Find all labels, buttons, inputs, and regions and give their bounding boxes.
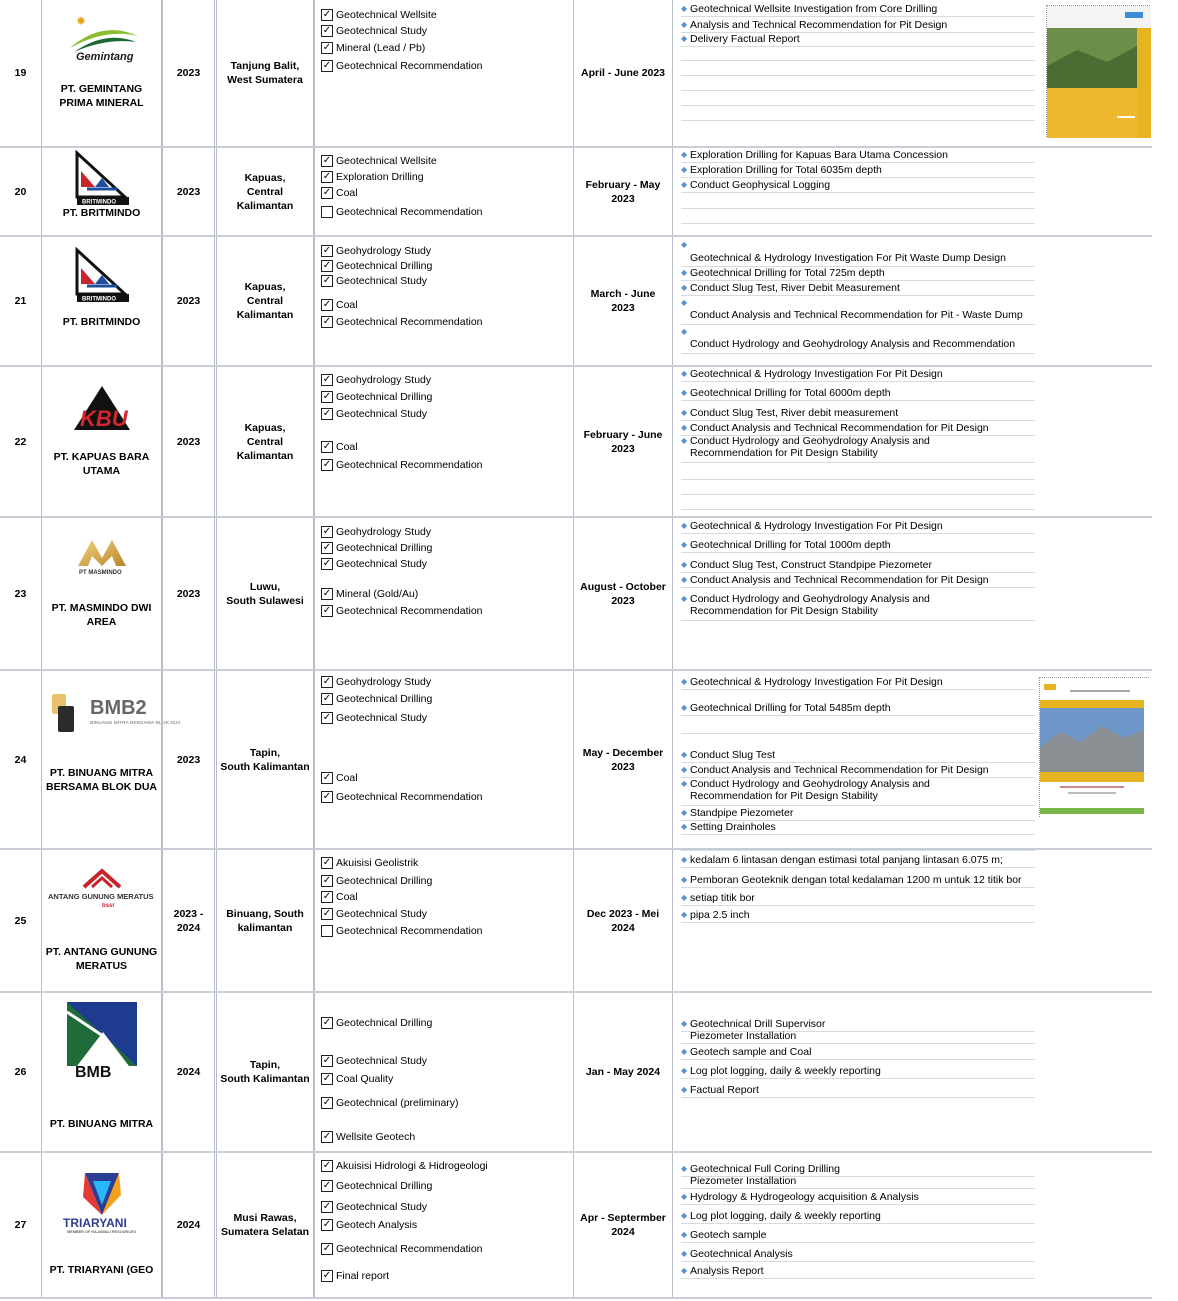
bullet-icon: ◆: [681, 34, 688, 43]
description-cell: [673, 367, 1152, 516]
location-cell: Kapuas, Central Kalimantan: [216, 148, 314, 235]
scope-item: ✓ Geotechnical Drilling: [322, 1016, 433, 1029]
company-logo: [42, 536, 161, 580]
year-cell: 2023: [162, 237, 215, 365]
description-line: ◆ Geotechnical Drilling for Total 6000m depth: [681, 387, 1035, 401]
description-line: ◆ Geotechnical & Hydrology Investigation For Pit Waste Dump Design: [681, 239, 1035, 267]
checkbox-checked-icon: ✓: [322, 154, 332, 166]
bullet-icon: ◆: [681, 423, 688, 432]
scope-cell: [314, 148, 574, 235]
scope-item: ✓ Geotechnical Study: [322, 711, 428, 724]
row-number: 24: [0, 671, 42, 848]
description-line: ◆ Conduct Analysis and Technical Recommendation for Pit Design: [681, 574, 1035, 588]
scope-item: ✓ Geotechnical Study: [322, 557, 428, 570]
scope-item: ✓ Geotechnical Drilling: [322, 1179, 433, 1192]
scope-item: ✓ Geotechnical Recommendation: [322, 458, 483, 471]
location-cell: Tapin, South Kalimantan: [216, 671, 314, 848]
scope-item: Geotechnical Recommendation: [321, 924, 483, 937]
checkbox-checked-icon: ✓: [322, 890, 332, 902]
bullet-icon: ◆: [681, 20, 688, 29]
scope-cell: [314, 367, 574, 516]
svg-text:ANTANG GUNUNG MERATUS: ANTANG GUNUNG MERATUS: [47, 892, 154, 901]
scope-item: ✓ Geotechnical Wellsite: [322, 154, 437, 167]
bullet-icon: ◆: [681, 388, 688, 397]
bullet-icon: ◆: [681, 750, 688, 759]
bullet-icon: ◆: [681, 150, 688, 159]
checkbox-unchecked-icon: [321, 925, 333, 937]
scope-item: ✓ Coal Quality: [322, 1072, 394, 1085]
company-cell: [42, 850, 162, 991]
description-cell: [673, 850, 1152, 991]
bullet-icon: ◆: [681, 521, 688, 530]
description-cell: [673, 148, 1152, 235]
company-logo: [42, 865, 161, 911]
checkbox-checked-icon: ✓: [322, 557, 332, 569]
scope-cell: [314, 850, 574, 991]
scope-item: ✓ Geotechnical Study: [322, 24, 428, 37]
location-cell: Tapin, South Kalimantan: [216, 993, 314, 1151]
bullet-icon: ◆: [681, 180, 688, 189]
year-cell: 2023 - 2024: [162, 850, 215, 991]
description-line: ◆ Log plot logging, daily & weekly reporting: [681, 1210, 1035, 1224]
scope-item: ✓ Geohydrology Study: [322, 675, 432, 688]
checkbox-checked-icon: ✓: [322, 790, 332, 802]
svg-text:MEMBER OF RAJAWALI RESOURCES: MEMBER OF RAJAWALI RESOURCES: [66, 1230, 136, 1234]
svg-text:PT MASMINDO: PT MASMINDO: [78, 570, 122, 576]
bullet-icon: ◆: [681, 808, 688, 817]
bullet-icon: ◆: [681, 779, 688, 788]
description-line: ◆ Conduct Slug Test, Construct Standpipe Piezometer: [681, 559, 1035, 573]
company-cell: [42, 367, 162, 516]
checkbox-checked-icon: ✓: [322, 298, 332, 310]
company-logo: [42, 384, 161, 432]
checkbox-checked-icon: ✓: [322, 170, 332, 182]
company-logo: [42, 688, 181, 738]
scope-item: ✓ Geotechnical Study: [322, 1200, 428, 1213]
company-cell: [42, 1153, 162, 1297]
description-line: ◆ Geotechnical Drilling for Total 725m depth: [681, 267, 1035, 281]
description-line: ◆ Conduct Analysis and Technical Recommendation for Pit - Waste Dump: [681, 297, 1035, 325]
bullet-icon: ◆: [681, 540, 688, 549]
scope-item: ✓ Geotechnical Recommendation: [322, 604, 483, 617]
scope-item: Geotechnical Recommendation: [321, 205, 483, 218]
checkbox-checked-icon: ✓: [322, 711, 332, 723]
bullet-icon: ◆: [681, 408, 688, 417]
scope-item: ✓ Mineral (Gold/Au): [322, 587, 419, 600]
row-number: 27: [0, 1153, 42, 1297]
description-cell: [673, 518, 1152, 669]
scope-item: ✓ Coal: [322, 890, 358, 903]
svg-text:BMB2: BMB2: [89, 697, 147, 719]
company-name: PT. BRITMINDO: [62, 207, 141, 219]
checkbox-checked-icon: ✓: [322, 315, 332, 327]
scope-item: ✓ Geotechnical (preliminary): [322, 1096, 459, 1109]
scope-item: ✓ Geotechnical Recommendation: [322, 59, 483, 72]
description-line: ◆ setiap titik bor: [681, 892, 1035, 906]
year-cell: 2023: [162, 518, 215, 669]
description-line: ◆ Analysis Report: [681, 1265, 1035, 1279]
year-cell: 2023: [162, 671, 215, 848]
bullet-icon: ◆: [681, 560, 688, 569]
description-line: ◆ Hydrology & Hydrogeology acquisition & Analysis: [681, 1191, 1035, 1205]
svg-text:Gemintang: Gemintang: [75, 51, 133, 63]
description-line: ◆ Pemboran Geoteknik dengan total kedalaman 1200 m untuk 12 titik bor: [681, 874, 1035, 888]
bullet-icon: ◆: [681, 369, 688, 378]
table-row: [0, 367, 1152, 518]
description-line: ◆ Analysis and Technical Recommendation for Pit Design: [681, 19, 1035, 33]
scope-item: ✓ Geotechnical Study: [322, 907, 428, 920]
year-cell: 2024: [162, 1153, 215, 1297]
company-name: PT. TRIARYANI (GEO: [49, 1264, 154, 1276]
scope-cell: [314, 671, 574, 848]
period-cell: May - December 2023: [574, 671, 673, 848]
scope-item: ✓ Coal: [322, 771, 358, 784]
scope-item: ✓ Geohydrology Study: [322, 373, 432, 386]
bullet-icon: ◆: [681, 327, 688, 336]
description-line: ◆ Standpipe Piezometer: [681, 807, 1035, 821]
checkbox-checked-icon: ✓: [322, 856, 332, 868]
company-name: PT. BINUANG MITRA BERSAMA BLOK DUA: [45, 767, 158, 793]
description-line: ◆ Conduct Slug Test: [681, 749, 1035, 763]
scope-item: ✓ Geotech Analysis: [322, 1218, 418, 1231]
table-row: [0, 0, 1152, 148]
svg-text:BRITMINDO: BRITMINDO: [81, 199, 116, 206]
company-cell: [42, 237, 162, 365]
description-line: ◆ Geotechnical & Hydrology Investigation For Pit Design: [681, 676, 1035, 690]
description-line: ◆ Conduct Analysis and Technical Recommendation for Pit Design: [681, 764, 1035, 778]
scope-item: ✓ Geohydrology Study: [322, 244, 432, 257]
bullet-icon: ◆: [681, 765, 688, 774]
row-number: 23: [0, 518, 42, 669]
period-cell: Jan - May 2024: [574, 993, 673, 1151]
scope-item: ✓ Wellsite Geotech: [322, 1130, 416, 1143]
description-line: ◆ Conduct Slug Test, River debit measurement: [681, 407, 1035, 421]
table-row: [0, 518, 1152, 671]
scope-item: ✓ Final report: [322, 1269, 390, 1282]
company-logo: [42, 14, 161, 63]
company-cell: [42, 148, 162, 235]
checkbox-checked-icon: ✓: [322, 874, 332, 886]
bullet-icon: ◆: [681, 240, 688, 249]
description-line: ◆ Geotech sample: [681, 1229, 1035, 1243]
year-cell: 2023: [162, 367, 215, 516]
checkbox-checked-icon: ✓: [322, 373, 332, 385]
scope-item: ✓ Geotechnical Wellsite: [322, 8, 437, 21]
description-line: Piezometer Installation: [681, 1030, 1035, 1044]
scope-item: ✓ Coal: [322, 440, 358, 453]
checkbox-checked-icon: ✓: [322, 1054, 332, 1066]
scope-cell: [314, 237, 574, 365]
description-line: ◆ Factual Report: [681, 1084, 1035, 1098]
description-line: ◆ Geotech sample and Coal: [681, 1046, 1035, 1060]
description-line: ◆ Geotechnical & Hydrology Investigation For Pit Design: [681, 368, 1035, 382]
description-line: ◆ Delivery Factual Report: [681, 33, 1035, 47]
description-line: ◆ Geotechnical Drilling for Total 1000m depth: [681, 539, 1035, 553]
checkbox-checked-icon: ✓: [322, 458, 332, 470]
row-number: 19: [0, 0, 42, 146]
checkbox-checked-icon: ✓: [322, 525, 332, 537]
bullet-icon: ◆: [681, 1230, 688, 1239]
company-cell: [42, 671, 181, 848]
table-row: [0, 1153, 1152, 1299]
company-name: PT. BINUANG MITRA: [49, 1118, 154, 1130]
year-cell: 2023: [162, 148, 215, 235]
checkbox-checked-icon: ✓: [322, 604, 332, 616]
period-cell: Dec 2023 - Mei 2024: [574, 850, 673, 991]
checkbox-checked-icon: ✓: [322, 41, 332, 53]
checkbox-checked-icon: ✓: [322, 587, 332, 599]
scope-item: ✓ Geotechnical Study: [322, 1054, 428, 1067]
location-cell: Kapuas, Central Kalimantan: [216, 367, 314, 516]
bullet-icon: ◆: [681, 298, 688, 307]
checkbox-checked-icon: ✓: [322, 1072, 332, 1084]
bullet-icon: ◆: [681, 893, 688, 902]
scope-item: ✓ Coal: [322, 186, 358, 199]
scope-item: ✓ Geohydrology Study: [322, 525, 432, 538]
bullet-icon: ◆: [681, 1266, 688, 1275]
description-line: ◆ Exploration Drilling for Kapuas Bara Utama Concession: [681, 149, 1035, 163]
scope-item: ✓ Geotechnical Recommendation: [322, 315, 483, 328]
location-cell: Musi Rawas, Sumatera Selatan: [216, 1153, 314, 1297]
bullet-icon: ◆: [681, 4, 688, 13]
svg-text:BINUANG MITRA BERSAMA BLOK DUA: BINUANG MITRA BERSAMA BLOK DUA: [89, 721, 181, 726]
bullet-icon: ◆: [681, 1019, 688, 1028]
bullet-icon: ◆: [681, 855, 688, 864]
company-cell: [42, 993, 162, 1151]
location-cell: Tanjung Balit, West Sumatera: [216, 0, 314, 146]
checkbox-checked-icon: ✓: [322, 440, 332, 452]
scope-item: ✓ Coal: [322, 298, 358, 311]
company-name: PT. BRITMINDO: [62, 316, 141, 328]
period-cell: February - May 2023: [574, 148, 673, 235]
period-cell: Apr - Septermber 2024: [574, 1153, 673, 1297]
location-cell: Luwu, South Sulawesi: [216, 518, 314, 669]
description-line: Piezometer Installation: [681, 1175, 1035, 1189]
bullet-icon: ◆: [681, 1249, 688, 1258]
checkbox-checked-icon: ✓: [322, 1130, 332, 1142]
bullet-icon: ◆: [681, 575, 688, 584]
company-name: PT. KAPUAS BARA UTAMA: [53, 451, 150, 477]
description-cell: [673, 671, 1152, 848]
scope-item: ✓ Geotechnical Drilling: [322, 259, 433, 272]
checkbox-checked-icon: ✓: [322, 1242, 332, 1254]
report-cover-thumbnail: [1039, 677, 1149, 817]
svg-text:BRITMINDO: BRITMINDO: [81, 296, 116, 303]
scope-item: ✓ Geotechnical Drilling: [322, 692, 433, 705]
checkbox-checked-icon: ✓: [322, 1179, 332, 1191]
scope-item: ✓ Geotechnical Study: [322, 407, 428, 420]
description-line: ◆ Geotechnical & Hydrology Investigation For Pit Design: [681, 520, 1035, 534]
bullet-icon: ◆: [681, 1085, 688, 1094]
bullet-icon: ◆: [681, 165, 688, 174]
description-line: ◆ Geotechnical Analysis: [681, 1248, 1035, 1262]
checkbox-checked-icon: ✓: [322, 24, 332, 36]
description-line: ◆ Geotechnical Drill Supervisor: [681, 1018, 1035, 1032]
table-row: [0, 993, 1152, 1153]
table-row: [0, 850, 1152, 993]
scope-item: ✓ Akuisisi Hidrologi & Hidrogeologi: [322, 1159, 488, 1172]
bullet-icon: ◆: [681, 875, 688, 884]
svg-text:bssr: bssr: [101, 903, 115, 909]
description-line: ◆ Setting Drainholes: [681, 821, 1035, 835]
scope-item: ✓ Geotechnical Recommendation: [322, 1242, 483, 1255]
checkbox-checked-icon: ✓: [322, 1269, 332, 1281]
bullet-icon: ◆: [681, 268, 688, 277]
period-cell: February - June 2023: [574, 367, 673, 516]
checkbox-checked-icon: ✓: [322, 59, 332, 71]
table-row: [0, 148, 1152, 237]
svg-text:TRIARYANI: TRIARYANI: [62, 1216, 127, 1230]
period-cell: April - June 2023: [574, 0, 673, 146]
bullet-icon: ◆: [681, 703, 688, 712]
description-line: ◆ Conduct Hydrology and Geohydrology Analysis and Recommendation for Pit Design Stability: [681, 593, 1035, 621]
table-row: [0, 237, 1152, 367]
checkbox-checked-icon: ✓: [322, 1218, 332, 1230]
description-line: ◆ Geotechnical Drilling for Total 5485m depth: [681, 702, 1035, 716]
row-number: 25: [0, 850, 42, 991]
bullet-icon: ◆: [681, 594, 688, 603]
table-row: [0, 671, 1152, 850]
checkbox-checked-icon: ✓: [322, 274, 332, 286]
description-line: ◆ Exploration Drilling for Total 6035m depth: [681, 164, 1035, 178]
bullet-icon: ◆: [681, 436, 688, 445]
description-cell: [673, 993, 1152, 1151]
row-number: 26: [0, 993, 42, 1151]
description-line: ◆ Conduct Hydrology and Geohydrology Analysis and Recommendation: [681, 326, 1035, 354]
checkbox-checked-icon: ✓: [322, 771, 332, 783]
scope-cell: [314, 0, 574, 146]
bullet-icon: ◆: [681, 822, 688, 831]
bullet-icon: ◆: [681, 1192, 688, 1201]
description-line: ◆ Conduct Slug Test, River Debit Measurement: [681, 282, 1035, 296]
scope-item: ✓ Geotechnical Drilling: [322, 390, 433, 403]
report-cover-thumbnail: [1046, 5, 1150, 137]
checkbox-checked-icon: ✓: [322, 8, 332, 20]
company-name: PT. GEMINTANG PRIMA MINERAL: [59, 83, 144, 109]
location-cell: Binuang, South kalimantan: [216, 850, 314, 991]
year-cell: 2024: [162, 993, 215, 1151]
scope-cell: [314, 518, 574, 669]
description-line: ◆ Geotechnical Full Coring Drilling: [681, 1163, 1035, 1177]
scope-item: ✓ Mineral (Lead / Pb): [322, 41, 426, 54]
description-cell: [673, 1153, 1152, 1297]
bullet-icon: ◆: [681, 677, 688, 686]
company-logo: [42, 248, 161, 302]
scope-cell: [314, 1153, 574, 1297]
period-cell: August - October 2023: [574, 518, 673, 669]
year-cell: 2023: [162, 0, 215, 146]
description-line: ◆ kedalam 6 lintasan dengan estimasi total panjang lintasan 6.075 m;: [681, 854, 1035, 868]
scope-item: ✓ Exploration Drilling: [322, 170, 424, 183]
company-cell: [42, 0, 162, 146]
checkbox-checked-icon: ✓: [322, 1200, 332, 1212]
description-line: ◆ Log plot logging, daily & weekly reporting: [681, 1065, 1035, 1079]
scope-item: ✓ Geotechnical Recommendation: [322, 790, 483, 803]
description-line: ◆ Conduct Analysis and Technical Recommendation for Pit Design: [681, 422, 1035, 436]
company-logo: [42, 151, 161, 205]
description-line: ◆ Conduct Hydrology and Geohydrology Analysis and Recommendation for Pit Design Stability: [681, 435, 1035, 463]
description-line: ◆ Geotechnical Wellsite Investigation from Core Drilling: [681, 3, 1035, 17]
bullet-icon: ◆: [681, 910, 688, 919]
description-line: ◆ pipa 2.5 inch: [681, 909, 1035, 923]
checkbox-checked-icon: ✓: [322, 259, 332, 271]
checkbox-unchecked-icon: [321, 206, 333, 218]
description-line: ◆ Conduct Hydrology and Geohydrology Analysis and Recommendation for Pit Design Stability: [681, 778, 1035, 806]
scope-item: ✓ Geotechnical Drilling: [322, 874, 433, 887]
checkbox-checked-icon: ✓: [322, 244, 332, 256]
checkbox-checked-icon: ✓: [322, 541, 332, 553]
row-number: 21: [0, 237, 42, 365]
company-logo: [42, 1171, 161, 1235]
scope-item: ✓ Akuisisi Geolistrik: [322, 856, 419, 869]
checkbox-checked-icon: ✓: [322, 1016, 332, 1028]
description-cell: [673, 0, 1152, 146]
bullet-icon: ◆: [681, 1164, 688, 1173]
checkbox-checked-icon: ✓: [322, 907, 332, 919]
company-cell: [42, 518, 162, 669]
checkbox-checked-icon: ✓: [322, 407, 332, 419]
row-number: 20: [0, 148, 42, 235]
company-logo: [42, 1002, 161, 1081]
checkbox-checked-icon: ✓: [322, 1159, 332, 1171]
period-cell: March - June 2023: [574, 237, 673, 365]
bullet-icon: ◆: [681, 1066, 688, 1075]
description-line: ◆ Conduct Geophysical Logging: [681, 179, 1035, 193]
bullet-icon: ◆: [681, 1211, 688, 1220]
location-cell: Kapuas, Central Kalimantan: [216, 237, 314, 365]
svg-text:✸: ✸: [75, 14, 86, 28]
row-number: 22: [0, 367, 42, 516]
checkbox-checked-icon: ✓: [322, 692, 332, 704]
checkbox-checked-icon: ✓: [322, 675, 332, 687]
svg-text:KBU: KBU: [79, 406, 128, 431]
checkbox-checked-icon: ✓: [322, 390, 332, 402]
scope-item: ✓ Geotechnical Drilling: [322, 541, 433, 554]
bullet-icon: ◆: [681, 283, 688, 292]
description-cell: [673, 237, 1152, 365]
checkbox-checked-icon: ✓: [322, 1096, 332, 1108]
scope-cell: [314, 993, 574, 1151]
company-name: PT. ANTANG GUNUNG MERATUS: [45, 946, 158, 972]
scope-item: ✓ Geotechnical Study: [322, 274, 428, 287]
bullet-icon: ◆: [681, 1047, 688, 1056]
svg-text:BMB: BMB: [74, 1064, 111, 1081]
checkbox-checked-icon: ✓: [322, 186, 332, 198]
company-name: PT. MASMINDO DWI AREA: [51, 602, 152, 628]
